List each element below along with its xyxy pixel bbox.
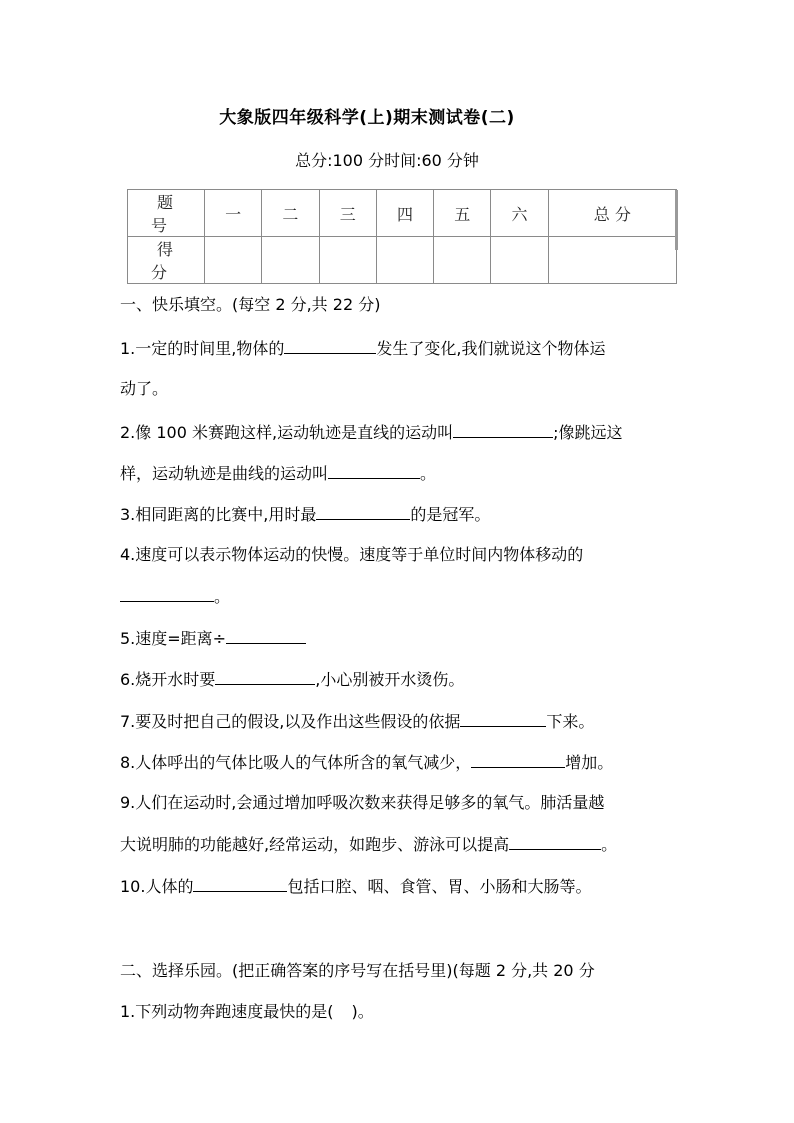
question-text: )。 (351, 1002, 374, 1021)
question-7 (120, 710, 594, 733)
score-row-label: 得 分 (128, 237, 205, 284)
score-input-cell[interactable] (262, 237, 319, 284)
question-text: ;像跳远这 (553, 423, 623, 442)
question-1-line-1 (120, 337, 605, 360)
question-text: 10.人体的 (120, 877, 194, 896)
question-text: 样，运动轨迹是曲线的运动叫 (120, 464, 329, 483)
score-input-cell[interactable] (434, 237, 491, 284)
question-text: 7.要及时把自己的假设,以及作出这些假设的依据 (120, 712, 461, 731)
score-table-header-cell: 一 (205, 190, 262, 237)
score-table-header-cell: 二 (262, 190, 319, 237)
score-input-cell[interactable] (319, 237, 376, 284)
question-text: 包括口腔、咽、食管、胃、小肠和大肠等。 (287, 877, 592, 896)
exam-subtitle: 总分:100 分时间:60 分钟 (295, 151, 479, 170)
section2-question-1 (120, 1001, 374, 1023)
question-1-line-2: 动了。 (120, 379, 169, 398)
answer-blank[interactable] (226, 627, 306, 644)
answer-blank[interactable] (471, 751, 565, 768)
answer-blank[interactable] (316, 503, 410, 520)
score-table-header-cell: 题 号 (128, 190, 205, 237)
question-text: ,小心别被开水烫伤。 (315, 670, 465, 689)
question-10 (120, 875, 591, 898)
answer-blank[interactable] (453, 421, 553, 438)
exam-title: 大象版四年级科学(上)期末测试卷(二) (219, 108, 515, 128)
section2-heading: 二、选择乐园。(把正确答案的序号写在括号里)(每题 2 分,共 20 分 (120, 961, 595, 980)
answer-blank[interactable] (509, 833, 601, 850)
answer-blank[interactable] (120, 585, 214, 602)
section1-heading: 一、快乐填空。(每空 2 分,共 22 分) (120, 295, 381, 314)
question-4-line-2 (120, 585, 230, 608)
question-text: 下来。 (546, 712, 595, 731)
score-table-header-cell: 六 (491, 190, 548, 237)
question-text: 。 (601, 835, 618, 854)
question-4-line-1: 4.速度可以表示物体运动的快慢。速度等于单位时间内物体移动的 (120, 545, 584, 564)
question-text: 3.相同距离的比赛中,用时最 (120, 505, 317, 524)
question-2-line-2 (120, 462, 436, 485)
question-text: 。 (420, 464, 437, 483)
question-text: 增加。 (565, 753, 614, 772)
answer-blank[interactable] (460, 710, 546, 727)
score-input-cell[interactable] (205, 237, 262, 284)
question-text: 5.速度=距离÷ (120, 629, 227, 648)
score-input-cell[interactable] (491, 237, 548, 284)
question-6 (120, 668, 464, 691)
table-edge-shadow (675, 190, 678, 250)
question-text: 8.人体呼出的气体比吸人的气体所含的氧气减少， (120, 753, 472, 772)
question-3 (120, 503, 490, 526)
question-5 (120, 627, 306, 650)
question-text: 发生了变化,我们就说这个物体运 (376, 339, 606, 358)
question-text: 的是冠军。 (410, 505, 491, 524)
answer-blank[interactable] (328, 462, 420, 479)
score-table-header-row (128, 190, 677, 237)
score-table-header-cell: 总 分 (548, 190, 676, 237)
question-text: 大说明肺的功能越好,经常运动，如跑步、游泳可以提高 (120, 835, 510, 854)
score-table-header-cell: 五 (434, 190, 491, 237)
question-9-line-2 (120, 833, 617, 856)
question-text: 。 (214, 587, 231, 606)
score-table (127, 189, 677, 284)
score-table-score-row (128, 237, 677, 284)
question-text: 1.一定的时间里,物体的 (120, 339, 285, 358)
answer-blank[interactable] (193, 875, 287, 892)
score-table-header-cell: 四 (376, 190, 433, 237)
question-text: 1.下列动物奔跑速度最快的是( (120, 1002, 334, 1021)
answer-blank[interactable] (215, 668, 315, 685)
score-input-cell[interactable] (376, 237, 433, 284)
question-2-line-1 (120, 421, 622, 444)
question-8 (120, 751, 613, 774)
answer-blank[interactable] (284, 337, 376, 354)
question-text: 6.烧开水时要 (120, 670, 216, 689)
question-text: 2.像 100 米赛跑这样,运动轨迹是直线的运动叫 (120, 423, 454, 442)
question-9-line-1: 9.人们在运动时,会通过增加呼吸次数来获得足够多的氧气。肺活量越 (120, 793, 605, 812)
score-input-cell[interactable] (548, 237, 676, 284)
score-table-header-cell: 三 (319, 190, 376, 237)
